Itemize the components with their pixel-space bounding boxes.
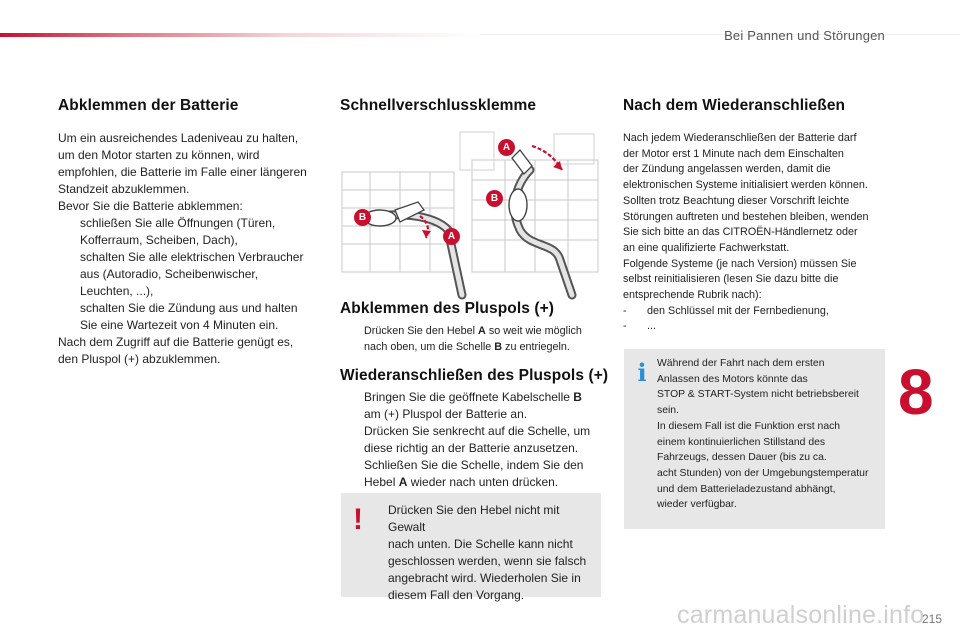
disconnect-battery-text <box>58 130 320 368</box>
callout-label: B <box>486 190 503 207</box>
text-fragment: Bringen Sie die geöffnete Kabelschelle <box>364 390 574 404</box>
text-line: Fahrzeugs, dessen Dauer (bis zu ca. <box>657 452 827 464</box>
running-head: Bei Pannen und Störungen <box>724 28 885 43</box>
text-line: an eine qualifizierte Fachwerkstatt. <box>623 241 790 254</box>
text-line: STOP & START-System nicht betriebsbereit <box>657 389 859 401</box>
info-icon: i <box>637 358 647 387</box>
text-line: und dem Batterieladezustand abhängt, <box>657 483 836 495</box>
text-line: Bevor Sie die Batterie abklemmen: <box>58 199 243 213</box>
text-line: der Motor erst 1 Minute nach dem Einschalten <box>623 147 844 160</box>
key-label: B <box>573 390 582 404</box>
text-line: Um ein ausreichendes Ladeniveau zu halten, <box>58 131 299 145</box>
bullet-marker <box>340 389 364 423</box>
text-line: angebracht wird. Wiederholen Sie in <box>388 571 581 585</box>
chapter-number: 8 <box>898 356 934 428</box>
warning-text <box>388 502 598 604</box>
text-line: diesem Fall den Vorgang. <box>388 588 525 602</box>
key-label: A <box>478 325 486 337</box>
bullet-item <box>340 423 602 457</box>
text-line: Sie eine Wartezeit von 4 Minuten ein. <box>80 318 279 332</box>
text-line: aus (Autoradio, Scheibenwischer, <box>80 267 259 281</box>
text-line: schließen Sie alle Öffnungen (Türen, <box>80 216 276 230</box>
text-line: Nach jedem Wiederanschließen der Batterie darf <box>623 132 857 144</box>
text-line: In diesem Fall ist die Funktion erst nach <box>657 420 841 432</box>
section-title-disconnect-battery: Abklemmen der Batterie <box>58 97 239 114</box>
text-line: um den Motor starten zu können, wird <box>58 148 260 162</box>
bullet-item <box>58 215 320 249</box>
text-line: Sollten trotz Beachtung dieser Vorschrift leichte <box>623 194 850 207</box>
info-box <box>624 349 885 529</box>
text-line: Anlassen des Motors könnte das <box>657 373 808 385</box>
bullet-marker <box>340 423 364 457</box>
section-title-reconnect-positive: Wiederanschließen des Pluspols (+) <box>340 367 609 384</box>
bullet-item <box>340 323 602 355</box>
reconnect-positive-text <box>340 389 602 491</box>
bullet-item <box>340 457 602 491</box>
text-fragment: am (+) Pluspol der Batterie an. <box>364 407 528 421</box>
dash-marker: - <box>623 304 627 317</box>
text-line: ... <box>647 320 656 333</box>
warning-box <box>341 493 601 602</box>
text-line: den Schlüssel mit der Fernbedienung, <box>647 304 829 317</box>
disconnect-positive-text <box>340 323 602 355</box>
section-title-disconnect-positive: Abklemmen des Pluspols (+) <box>340 300 555 317</box>
bullet-item <box>58 300 320 334</box>
text-line: Folgende Systeme (je nach Version) müssen Sie <box>623 257 857 270</box>
bullet-item <box>340 389 602 423</box>
text-line: entsprechende Rubrik nach): <box>623 289 762 302</box>
text-line: wieder verfügbar. <box>657 499 737 511</box>
text-line: Kofferraum, Scheiben, Dach), <box>80 233 238 247</box>
text-line: schalten Sie alle elektrischen Verbraucher <box>80 250 304 264</box>
dash-item <box>623 304 883 320</box>
text-fragment: zu entriegeln. <box>502 341 570 353</box>
header-accent-bar <box>0 33 480 37</box>
bullet-marker <box>340 323 364 355</box>
text-fragment: nach oben, um die Schelle <box>364 341 495 353</box>
text-line: empfohlen, die Batterie im Falle einer längeren <box>58 165 307 179</box>
text-fragment: Hebel <box>364 475 399 489</box>
after-reconnection-text <box>623 131 883 335</box>
text-line: elektronischen Systeme initialisiert werden können. <box>623 179 868 192</box>
bullet-marker <box>340 457 364 491</box>
header-rule <box>480 34 960 35</box>
text-line: Standzeit abzuklemmen. <box>58 182 190 196</box>
text-line: der Zündung angelassen werden, damit die <box>623 163 831 176</box>
text-line: Drücken Sie den Hebel nicht mit Gewalt <box>388 503 560 534</box>
section-title-quick-release-clamp: Schnellverschlussklemme <box>340 97 537 114</box>
callout-label: A <box>443 228 460 245</box>
bullet-marker <box>58 300 80 334</box>
text-fragment: Drücken Sie den Hebel <box>364 325 479 337</box>
text-line: schalten Sie die Zündung aus und halten <box>80 301 298 315</box>
text-fragment: diese richtig an der Batterie anzusetzen. <box>364 441 579 455</box>
bullet-item <box>58 249 320 300</box>
text-fragment: wieder nach unten drücken. <box>407 475 559 489</box>
text-line: den Pluspol (+) abzuklemmen. <box>58 352 221 366</box>
text-line: Störungen auftreten und bestehen bleiben, wenden <box>623 210 869 223</box>
bullet-marker <box>58 215 80 249</box>
text-line: Nach dem Zugriff auf die Batterie genügt es, <box>58 335 294 349</box>
info-text <box>657 356 882 513</box>
dash-item <box>623 319 883 335</box>
key-label: A <box>398 475 408 489</box>
callout-label: A <box>498 139 515 156</box>
text-line: Leuchten, ...), <box>80 284 154 298</box>
text-line: Sie sich bitte an das CITROËN-Händlernetz oder <box>623 226 858 239</box>
text-fragment: Drücken Sie senkrecht auf die Schelle, um <box>364 424 591 438</box>
battery-clamp-illustration <box>340 130 602 300</box>
text-line: Während der Fahrt nach dem ersten <box>657 358 825 369</box>
bullet-marker <box>58 249 80 300</box>
text-fragment: Schließen Sie die Schelle, indem Sie den <box>364 458 584 472</box>
key-label: B <box>494 341 503 353</box>
warning-icon: ! <box>353 503 363 536</box>
text-line: selbst reinitialisieren (lesen Sie dazu bitte die <box>623 273 839 286</box>
text-line: geschlossen werden, wenn sie falsch <box>388 554 587 568</box>
dash-marker: - <box>623 320 627 333</box>
text-line: nach unten. Die Schelle kann nicht <box>388 537 573 551</box>
callout-label: B <box>354 209 371 226</box>
text-line: sein. <box>657 405 679 417</box>
text-line: acht Stunden) von der Umgebungstemperatur <box>657 467 869 479</box>
section-title-after-reconnection: Nach dem Wiederanschließen <box>623 97 846 114</box>
watermark: carmanualsonline.info <box>677 601 925 629</box>
text-line: einem kontinuierlichen Stillstand des <box>657 436 826 448</box>
page-number: 215 <box>921 612 942 626</box>
text-fragment: so weit wie möglich <box>485 325 582 337</box>
